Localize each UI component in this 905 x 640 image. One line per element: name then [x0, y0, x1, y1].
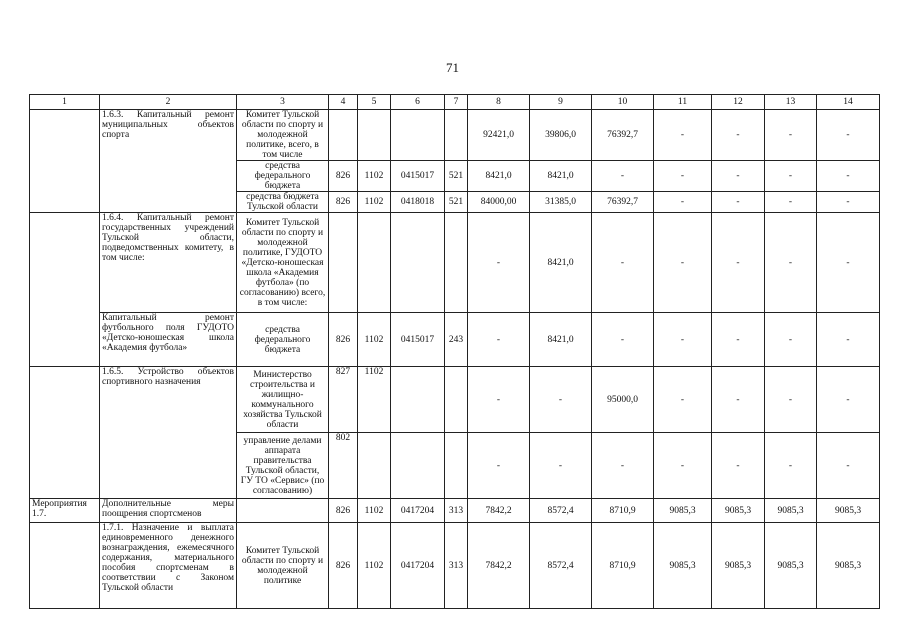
table-cell: 8572,4 [530, 523, 592, 609]
header-cell: 10 [592, 95, 654, 110]
table-cell: - [817, 161, 880, 192]
table-cell: - [817, 192, 880, 213]
table-cell: - [712, 213, 765, 313]
table-cell: 95000,0 [592, 367, 654, 433]
table-cell: 0418018 [391, 192, 445, 213]
table-cell: Комитет Тульской области по спорту и молодежной политике, всего, в том числе [237, 110, 329, 161]
header-cell: 8 [468, 95, 530, 110]
table-cell [358, 110, 391, 161]
table-cell: - [468, 433, 530, 499]
table-cell: 1.7.1. Назначение и выплата единовременного денежного вознаграждения, ежемесячного содержания, материального пособия спортсменам в соответствии с Законом Тульской области [100, 523, 237, 609]
table-cell: - [468, 367, 530, 433]
table-cell: Комитет Тульской области по спорту и молодежной политике, ГУДОТО «Детско-юношеская школа «Академия футбола» (по согласованию) всего, в том числе: [237, 213, 329, 313]
table-cell: 1102 [358, 523, 391, 609]
table-cell [445, 433, 468, 499]
table-row [30, 213, 880, 313]
table-cell [358, 213, 391, 313]
table-cell: - [592, 161, 654, 192]
table-cell [391, 110, 445, 161]
table-cell: управление делами аппарата правительства Тульской области, ГУ ТО «Сервис» (по согласованию) [237, 433, 329, 499]
table-cell: 76392,7 [592, 192, 654, 213]
table-cell: - [654, 367, 712, 433]
table-cell: - [530, 433, 592, 499]
table-cell: - [654, 313, 712, 367]
table-cell: 1.6.3. Капитальный ремонт муниципальных объектов спорта [100, 110, 237, 213]
header-cell: 1 [30, 95, 100, 110]
table-cell: средства бюджета Тульской области [237, 192, 329, 213]
table-cell: 39806,0 [530, 110, 592, 161]
table-cell: - [765, 161, 817, 192]
table-cell: 9085,3 [654, 499, 712, 523]
table-cell: Дополнительные меры поощрения спортсменов [100, 499, 237, 523]
header-cell: 4 [329, 95, 358, 110]
page-number: 71 [446, 60, 459, 75]
table-cell: - [654, 433, 712, 499]
table-cell: 827 [329, 367, 358, 433]
program-table [29, 94, 880, 609]
table-cell: 1.6.5. Устройство объектов спортивного назначения [100, 367, 237, 499]
table-cell [391, 433, 445, 499]
table-cell: Комитет Тульской области по спорту и молодежной политике [237, 523, 329, 609]
table-cell: - [712, 161, 765, 192]
table-cell: - [817, 213, 880, 313]
table-cell: 8421,0 [468, 161, 530, 192]
table-cell [391, 367, 445, 433]
table-cell: 521 [445, 192, 468, 213]
table-cell: 1102 [358, 161, 391, 192]
table-cell: - [765, 313, 817, 367]
table-cell: 8421,0 [530, 313, 592, 367]
table-cell: - [592, 433, 654, 499]
table-cell: - [530, 367, 592, 433]
header-cell: 5 [358, 95, 391, 110]
table-cell: средства федерального бюджета [237, 161, 329, 192]
table-cell: 9085,3 [712, 523, 765, 609]
table-cell: 826 [329, 192, 358, 213]
table-cell: - [817, 367, 880, 433]
table-cell: - [654, 213, 712, 313]
table-cell: - [712, 367, 765, 433]
table-cell [329, 110, 358, 161]
table-cell [30, 213, 100, 367]
table-cell: 9085,3 [712, 499, 765, 523]
table-cell: 92421,0 [468, 110, 530, 161]
table-cell: 31385,0 [530, 192, 592, 213]
table-cell: 313 [445, 523, 468, 609]
table-cell: 0415017 [391, 313, 445, 367]
table-cell: - [654, 192, 712, 213]
table-row [30, 313, 880, 367]
table-cell: 802 [329, 433, 358, 499]
table-cell: - [712, 433, 765, 499]
table-cell: 7842,2 [468, 523, 530, 609]
table-cell: - [468, 213, 530, 313]
header-cell: 9 [530, 95, 592, 110]
table-cell: 0417204 [391, 499, 445, 523]
table-cell: - [765, 192, 817, 213]
table-cell: - [765, 213, 817, 313]
table-cell: 826 [329, 313, 358, 367]
table-cell: 9085,3 [765, 523, 817, 609]
table-cell: - [817, 313, 880, 367]
table-cell: - [817, 110, 880, 161]
table-cell: Мероприятия 1.7. [30, 499, 100, 523]
table-cell: - [712, 313, 765, 367]
table-cell: 8421,0 [530, 213, 592, 313]
table-cell: - [765, 110, 817, 161]
table-cell [445, 110, 468, 161]
table-cell: 76392,7 [592, 110, 654, 161]
header-cell: 7 [445, 95, 468, 110]
table-cell: - [712, 192, 765, 213]
header-cell: 3 [237, 95, 329, 110]
table-cell: 826 [329, 499, 358, 523]
table-cell: - [765, 367, 817, 433]
table-cell: - [592, 213, 654, 313]
table-cell: 8421,0 [530, 161, 592, 192]
table-cell: 84000,00 [468, 192, 530, 213]
table-cell: 826 [329, 161, 358, 192]
table-cell: 8710,9 [592, 523, 654, 609]
header-cell: 2 [100, 95, 237, 110]
table-row [30, 523, 880, 609]
table-cell: 7842,2 [468, 499, 530, 523]
table-cell [30, 110, 100, 213]
table-row [30, 367, 880, 433]
table-cell: 1102 [358, 367, 391, 433]
table-cell [445, 367, 468, 433]
table-cell: Капитальный ремонт футбольного поля ГУДОТО «Детско-юношеская школа «Академия футбола» [100, 313, 237, 367]
table-cell [237, 499, 329, 523]
table-cell [391, 213, 445, 313]
header-cell: 6 [391, 95, 445, 110]
table-cell: 313 [445, 499, 468, 523]
table-cell: 1.6.4. Капитальный ремонт государственных учреждений Тульской области, подведомственных комитету, в том числе: [100, 213, 237, 313]
table-cell: 8572,4 [530, 499, 592, 523]
header-cell: 12 [712, 95, 765, 110]
table-cell: - [712, 110, 765, 161]
table-cell: - [765, 433, 817, 499]
table-row [30, 499, 880, 523]
table-cell: 1102 [358, 499, 391, 523]
table-cell [445, 213, 468, 313]
header-cell: 14 [817, 95, 880, 110]
table-cell: 521 [445, 161, 468, 192]
table-cell: 9085,3 [765, 499, 817, 523]
table-cell: - [817, 433, 880, 499]
table-cell: 1102 [358, 313, 391, 367]
table-cell: - [468, 313, 530, 367]
table-cell: 8710,9 [592, 499, 654, 523]
table-cell [30, 523, 100, 609]
table-cell: 243 [445, 313, 468, 367]
table-cell: Министерство строительства и жилищно-коммунального хозяйства Тульской области [237, 367, 329, 433]
table-cell: - [592, 313, 654, 367]
table-cell: средства федерального бюджета [237, 313, 329, 367]
table-cell [358, 433, 391, 499]
table-cell: 0415017 [391, 161, 445, 192]
header-row [30, 95, 880, 110]
header-cell: 11 [654, 95, 712, 110]
table-cell: - [654, 110, 712, 161]
header-cell: 13 [765, 95, 817, 110]
table-cell: 0417204 [391, 523, 445, 609]
table-cell: 9085,3 [817, 499, 880, 523]
table-cell: 9085,3 [654, 523, 712, 609]
table-cell: 9085,3 [817, 523, 880, 609]
table-cell: 1102 [358, 192, 391, 213]
table-cell [329, 213, 358, 313]
table-cell: - [654, 161, 712, 192]
table-cell: 826 [329, 523, 358, 609]
table-row [30, 110, 880, 161]
table-cell [30, 367, 100, 499]
